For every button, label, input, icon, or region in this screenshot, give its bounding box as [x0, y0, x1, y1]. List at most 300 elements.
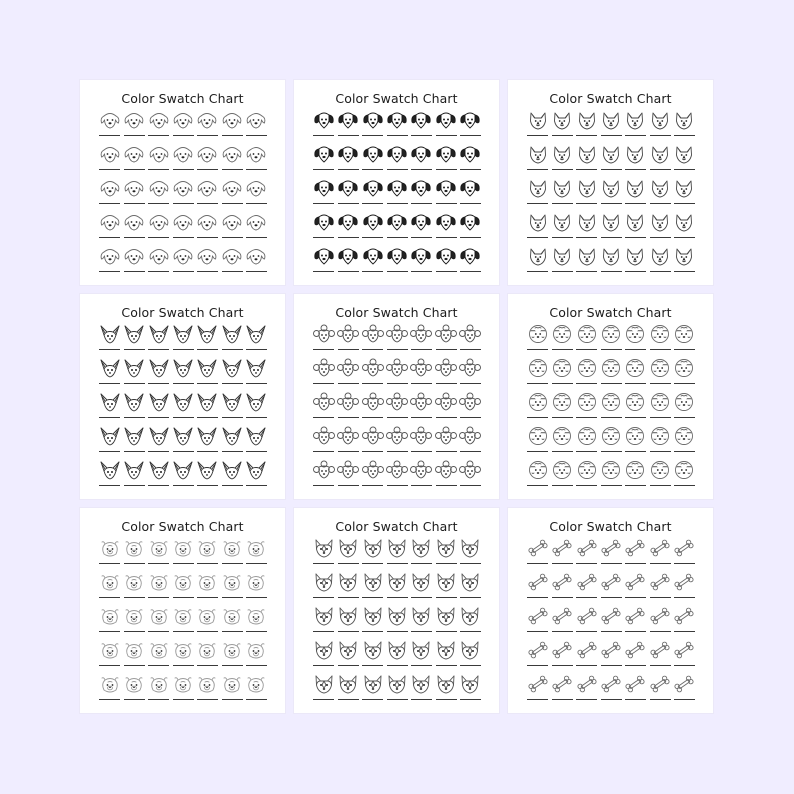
swatch-label-line [527, 451, 548, 452]
floppy-ear-dog-face-icon [313, 246, 335, 266]
pug-face-icon [245, 640, 267, 660]
swatch-label-line [173, 383, 194, 384]
swatch-label-line [313, 271, 334, 272]
swatch-label-line [411, 169, 432, 170]
shiba-corgi-face-icon [551, 246, 573, 266]
chihuahua-face-icon [196, 392, 218, 412]
swatch-label-line [460, 631, 481, 632]
swatch-row [99, 392, 267, 426]
pug-face-icon [148, 674, 170, 694]
floppy-ear-dog-face-icon [435, 110, 457, 130]
swatch-label-line [246, 631, 267, 632]
floppy-ear-dog-face-icon [435, 178, 457, 198]
swatch-label-line [387, 417, 408, 418]
swatch-label-line [173, 563, 194, 564]
floppy-ear-dog-face-icon [337, 212, 359, 232]
swatch-label-line [246, 203, 267, 204]
shiba-corgi-face-icon [649, 144, 671, 164]
swatch-label-line [674, 485, 695, 486]
swatch-label-line [222, 271, 243, 272]
swatch-row [527, 572, 695, 606]
swatch-chart-card [80, 294, 285, 499]
swatch-label-line [362, 349, 383, 350]
poodle-face-icon [313, 392, 335, 412]
poodle-face-icon [386, 392, 408, 412]
doodle-face-icon [527, 460, 549, 480]
shiba-corgi-face-icon [673, 246, 695, 266]
swatch-label-line [222, 451, 243, 452]
labrador-face-icon [221, 178, 243, 198]
swatch-row [313, 144, 481, 178]
swatch-label-line [460, 563, 481, 564]
swatch-chart-card [508, 294, 713, 499]
chihuahua-face-icon [123, 324, 145, 344]
swatch-label-line [411, 563, 432, 564]
swatch-label-line [99, 451, 120, 452]
doodle-face-icon [551, 324, 573, 344]
chihuahua-face-icon [196, 324, 218, 344]
swatch-label-line [674, 271, 695, 272]
swatch-label-line [222, 699, 243, 700]
floppy-ear-dog-face-icon [313, 144, 335, 164]
swatch-label-line [650, 417, 671, 418]
floppy-ear-dog-face-icon [313, 212, 335, 232]
swatch-label-line [576, 169, 597, 170]
welsh-corgi-face-icon [313, 606, 335, 626]
shiba-corgi-face-icon [576, 110, 598, 130]
chihuahua-face-icon [123, 460, 145, 480]
swatch-label-line [650, 203, 671, 204]
pug-face-icon [196, 572, 218, 592]
card-title: Color Swatch Chart [549, 305, 672, 320]
doodle-face-icon [673, 426, 695, 446]
poodle-face-icon [386, 324, 408, 344]
chihuahua-face-icon [99, 460, 121, 480]
pug-face-icon [123, 640, 145, 660]
floppy-ear-dog-face-icon [337, 178, 359, 198]
swatch-rows [527, 538, 695, 708]
swatch-label-line [411, 699, 432, 700]
swatch-row [99, 246, 267, 280]
swatch-label-line [527, 665, 548, 666]
swatch-label-line [674, 383, 695, 384]
swatch-label-line [197, 169, 218, 170]
swatch-label-line [576, 597, 597, 598]
swatch-row [527, 460, 695, 494]
poodle-face-icon [435, 324, 457, 344]
swatch-label-line [338, 349, 359, 350]
floppy-ear-dog-face-icon [386, 110, 408, 130]
shiba-corgi-face-icon [600, 144, 622, 164]
dog-bone-icon [600, 572, 622, 592]
swatch-row [313, 212, 481, 246]
swatch-label-line [601, 665, 622, 666]
poodle-face-icon [313, 358, 335, 378]
poodle-face-icon [410, 358, 432, 378]
swatch-label-line [99, 383, 120, 384]
swatch-label-line [148, 451, 169, 452]
swatch-label-line [313, 417, 334, 418]
swatch-row [99, 606, 267, 640]
swatch-label-line [674, 237, 695, 238]
swatch-label-line [650, 699, 671, 700]
swatch-row [313, 674, 481, 708]
pug-face-icon [245, 538, 267, 558]
doodle-face-icon [527, 426, 549, 446]
swatch-row [99, 572, 267, 606]
swatch-label-line [552, 169, 573, 170]
chihuahua-face-icon [148, 426, 170, 446]
pug-face-icon [99, 640, 121, 660]
swatch-label-line [148, 699, 169, 700]
swatch-label-line [313, 349, 334, 350]
doodle-face-icon [649, 426, 671, 446]
labrador-face-icon [196, 144, 218, 164]
swatch-label-line [197, 237, 218, 238]
welsh-corgi-face-icon [337, 640, 359, 660]
shiba-corgi-face-icon [527, 110, 549, 130]
dog-bone-icon [600, 640, 622, 660]
swatch-label-line [148, 169, 169, 170]
swatch-label-line [173, 237, 194, 238]
swatch-chart-card [80, 508, 285, 713]
swatch-label-line [650, 451, 671, 452]
swatch-label-line [338, 665, 359, 666]
swatch-label-line [362, 417, 383, 418]
dog-bone-icon [649, 674, 671, 694]
swatch-label-line [362, 203, 383, 204]
shiba-corgi-face-icon [624, 144, 646, 164]
welsh-corgi-face-icon [410, 572, 432, 592]
swatch-label-line [222, 135, 243, 136]
chihuahua-face-icon [172, 358, 194, 378]
pug-face-icon [196, 538, 218, 558]
swatch-label-line [436, 485, 457, 486]
swatch-label-line [576, 383, 597, 384]
labrador-face-icon [148, 178, 170, 198]
swatch-label-line [173, 665, 194, 666]
swatch-label-line [460, 169, 481, 170]
shiba-corgi-face-icon [624, 110, 646, 130]
swatch-label-line [411, 665, 432, 666]
pug-face-icon [148, 606, 170, 626]
dog-bone-icon [551, 572, 573, 592]
swatch-label-line [246, 451, 267, 452]
dog-bone-icon [624, 606, 646, 626]
swatch-label-line [576, 563, 597, 564]
swatch-label-line [362, 135, 383, 136]
poodle-face-icon [410, 426, 432, 446]
swatch-row [527, 392, 695, 426]
swatch-rows [527, 324, 695, 494]
swatch-row [313, 606, 481, 640]
swatch-label-line [222, 169, 243, 170]
swatch-label-line [173, 271, 194, 272]
swatch-label-line [173, 169, 194, 170]
swatch-label-line [222, 485, 243, 486]
swatch-label-line [674, 563, 695, 564]
shiba-corgi-face-icon [551, 212, 573, 232]
swatch-row [313, 460, 481, 494]
doodle-face-icon [649, 392, 671, 412]
welsh-corgi-face-icon [410, 538, 432, 558]
poodle-face-icon [337, 426, 359, 446]
swatch-label-line [387, 631, 408, 632]
swatch-label-line [246, 485, 267, 486]
doodle-face-icon [673, 392, 695, 412]
poodle-face-icon [410, 392, 432, 412]
swatch-label-line [411, 349, 432, 350]
swatch-label-line [674, 135, 695, 136]
welsh-corgi-face-icon [337, 538, 359, 558]
welsh-corgi-face-icon [386, 538, 408, 558]
swatch-label-line [197, 135, 218, 136]
swatch-label-line [197, 349, 218, 350]
chihuahua-face-icon [221, 392, 243, 412]
shiba-corgi-face-icon [600, 212, 622, 232]
swatch-label-line [625, 271, 646, 272]
swatch-label-line [362, 597, 383, 598]
poodle-face-icon [459, 460, 481, 480]
swatch-label-line [527, 135, 548, 136]
swatch-label-line [601, 203, 622, 204]
shiba-corgi-face-icon [624, 178, 646, 198]
labrador-face-icon [245, 212, 267, 232]
swatch-row [527, 324, 695, 358]
swatch-label-line [246, 349, 267, 350]
dog-bone-icon [649, 640, 671, 660]
swatch-label-line [601, 417, 622, 418]
swatch-label-line [197, 699, 218, 700]
swatch-label-line [148, 237, 169, 238]
pug-face-icon [221, 606, 243, 626]
doodle-face-icon [576, 358, 598, 378]
swatch-label-line [625, 631, 646, 632]
labrador-face-icon [99, 212, 121, 232]
chihuahua-face-icon [196, 358, 218, 378]
chihuahua-face-icon [221, 426, 243, 446]
swatch-label-line [173, 631, 194, 632]
chihuahua-face-icon [245, 324, 267, 344]
swatch-row [99, 324, 267, 358]
swatch-label-line [387, 451, 408, 452]
swatch-label-line [625, 169, 646, 170]
swatch-row [527, 246, 695, 280]
swatch-label-line [99, 417, 120, 418]
swatch-label-line [387, 665, 408, 666]
swatch-label-line [625, 597, 646, 598]
pug-face-icon [221, 674, 243, 694]
swatch-label-line [674, 665, 695, 666]
swatch-label-line [527, 271, 548, 272]
swatch-label-line [411, 451, 432, 452]
shiba-corgi-face-icon [673, 178, 695, 198]
swatch-label-line [411, 597, 432, 598]
chihuahua-face-icon [148, 324, 170, 344]
swatch-label-line [387, 349, 408, 350]
poodle-face-icon [362, 358, 384, 378]
swatch-label-line [552, 203, 573, 204]
chihuahua-face-icon [221, 358, 243, 378]
swatch-label-line [197, 597, 218, 598]
labrador-face-icon [245, 246, 267, 266]
pug-face-icon [245, 674, 267, 694]
chihuahua-face-icon [196, 460, 218, 480]
swatch-label-line [436, 631, 457, 632]
swatch-label-line [173, 699, 194, 700]
swatch-label-line [411, 135, 432, 136]
swatch-label-line [411, 631, 432, 632]
pug-face-icon [196, 606, 218, 626]
dog-bone-icon [600, 538, 622, 558]
pug-face-icon [221, 640, 243, 660]
swatch-row [99, 426, 267, 460]
swatch-row [99, 538, 267, 572]
doodle-face-icon [600, 426, 622, 446]
welsh-corgi-face-icon [362, 606, 384, 626]
swatch-label-line [173, 597, 194, 598]
swatch-label-line [576, 699, 597, 700]
dog-bone-icon [624, 640, 646, 660]
swatch-label-line [601, 169, 622, 170]
chihuahua-face-icon [99, 358, 121, 378]
swatch-label-line [197, 665, 218, 666]
swatch-label-line [313, 169, 334, 170]
doodle-face-icon [551, 358, 573, 378]
swatch-label-line [197, 417, 218, 418]
swatch-label-line [625, 237, 646, 238]
swatch-label-line [576, 451, 597, 452]
swatch-label-line [601, 237, 622, 238]
swatch-label-line [313, 597, 334, 598]
swatch-label-line [99, 203, 120, 204]
welsh-corgi-face-icon [337, 606, 359, 626]
swatch-label-line [625, 699, 646, 700]
swatch-label-line [338, 563, 359, 564]
swatch-label-line [625, 563, 646, 564]
poodle-face-icon [337, 358, 359, 378]
chihuahua-face-icon [172, 324, 194, 344]
swatch-label-line [674, 349, 695, 350]
dog-bone-icon [624, 674, 646, 694]
swatch-label-line [222, 349, 243, 350]
welsh-corgi-face-icon [435, 538, 457, 558]
poodle-face-icon [313, 324, 335, 344]
swatch-label-line [173, 135, 194, 136]
swatch-label-line [148, 665, 169, 666]
shiba-corgi-face-icon [527, 178, 549, 198]
swatch-label-line [436, 271, 457, 272]
swatch-label-line [148, 383, 169, 384]
swatch-label-line [674, 451, 695, 452]
poodle-face-icon [386, 358, 408, 378]
labrador-face-icon [196, 110, 218, 130]
shiba-corgi-face-icon [551, 178, 573, 198]
swatch-label-line [601, 563, 622, 564]
swatch-label-line [576, 665, 597, 666]
swatch-label-line [552, 349, 573, 350]
swatch-label-line [527, 237, 548, 238]
swatch-label-line [552, 451, 573, 452]
swatch-row [527, 538, 695, 572]
labrador-face-icon [221, 110, 243, 130]
swatch-label-line [197, 383, 218, 384]
swatch-label-line [338, 597, 359, 598]
dog-bone-icon [576, 572, 598, 592]
swatch-label-line [650, 665, 671, 666]
swatch-label-line [246, 417, 267, 418]
swatch-label-line [173, 203, 194, 204]
pug-face-icon [245, 606, 267, 626]
swatch-label-line [246, 237, 267, 238]
swatch-label-line [222, 631, 243, 632]
swatch-label-line [601, 485, 622, 486]
shiba-corgi-face-icon [673, 110, 695, 130]
swatch-label-line [222, 417, 243, 418]
swatch-label-line [601, 451, 622, 452]
swatch-label-line [99, 237, 120, 238]
floppy-ear-dog-face-icon [386, 246, 408, 266]
dog-bone-icon [600, 606, 622, 626]
swatch-rows [99, 110, 267, 280]
swatch-label-line [411, 383, 432, 384]
doodle-face-icon [527, 358, 549, 378]
welsh-corgi-face-icon [362, 572, 384, 592]
swatch-label-line [246, 699, 267, 700]
pug-face-icon [172, 674, 194, 694]
swatch-label-line [124, 169, 145, 170]
pug-face-icon [99, 674, 121, 694]
swatch-label-line [148, 417, 169, 418]
card-title: Color Swatch Chart [335, 305, 458, 320]
swatch-chart-card [294, 294, 499, 499]
welsh-corgi-face-icon [459, 640, 481, 660]
floppy-ear-dog-face-icon [410, 178, 432, 198]
floppy-ear-dog-face-icon [386, 178, 408, 198]
chihuahua-face-icon [172, 392, 194, 412]
floppy-ear-dog-face-icon [362, 178, 384, 198]
labrador-face-icon [172, 212, 194, 232]
swatch-row [313, 324, 481, 358]
labrador-face-icon [245, 110, 267, 130]
floppy-ear-dog-face-icon [410, 246, 432, 266]
pug-face-icon [172, 606, 194, 626]
swatch-row [313, 572, 481, 606]
swatch-label-line [173, 349, 194, 350]
swatch-label-line [552, 485, 573, 486]
swatch-label-line [436, 237, 457, 238]
swatch-label-line [246, 383, 267, 384]
poodle-face-icon [362, 392, 384, 412]
welsh-corgi-face-icon [410, 674, 432, 694]
welsh-corgi-face-icon [459, 572, 481, 592]
swatch-label-line [625, 203, 646, 204]
swatch-label-line [99, 135, 120, 136]
shiba-corgi-face-icon [551, 144, 573, 164]
swatch-label-line [338, 699, 359, 700]
swatch-label-line [124, 451, 145, 452]
swatch-label-line [313, 563, 334, 564]
labrador-face-icon [196, 246, 218, 266]
swatch-label-line [99, 349, 120, 350]
swatch-label-line [387, 563, 408, 564]
doodle-face-icon [576, 460, 598, 480]
swatch-label-line [338, 135, 359, 136]
floppy-ear-dog-face-icon [337, 144, 359, 164]
doodle-face-icon [649, 460, 671, 480]
swatch-label-line [99, 631, 120, 632]
floppy-ear-dog-face-icon [410, 110, 432, 130]
